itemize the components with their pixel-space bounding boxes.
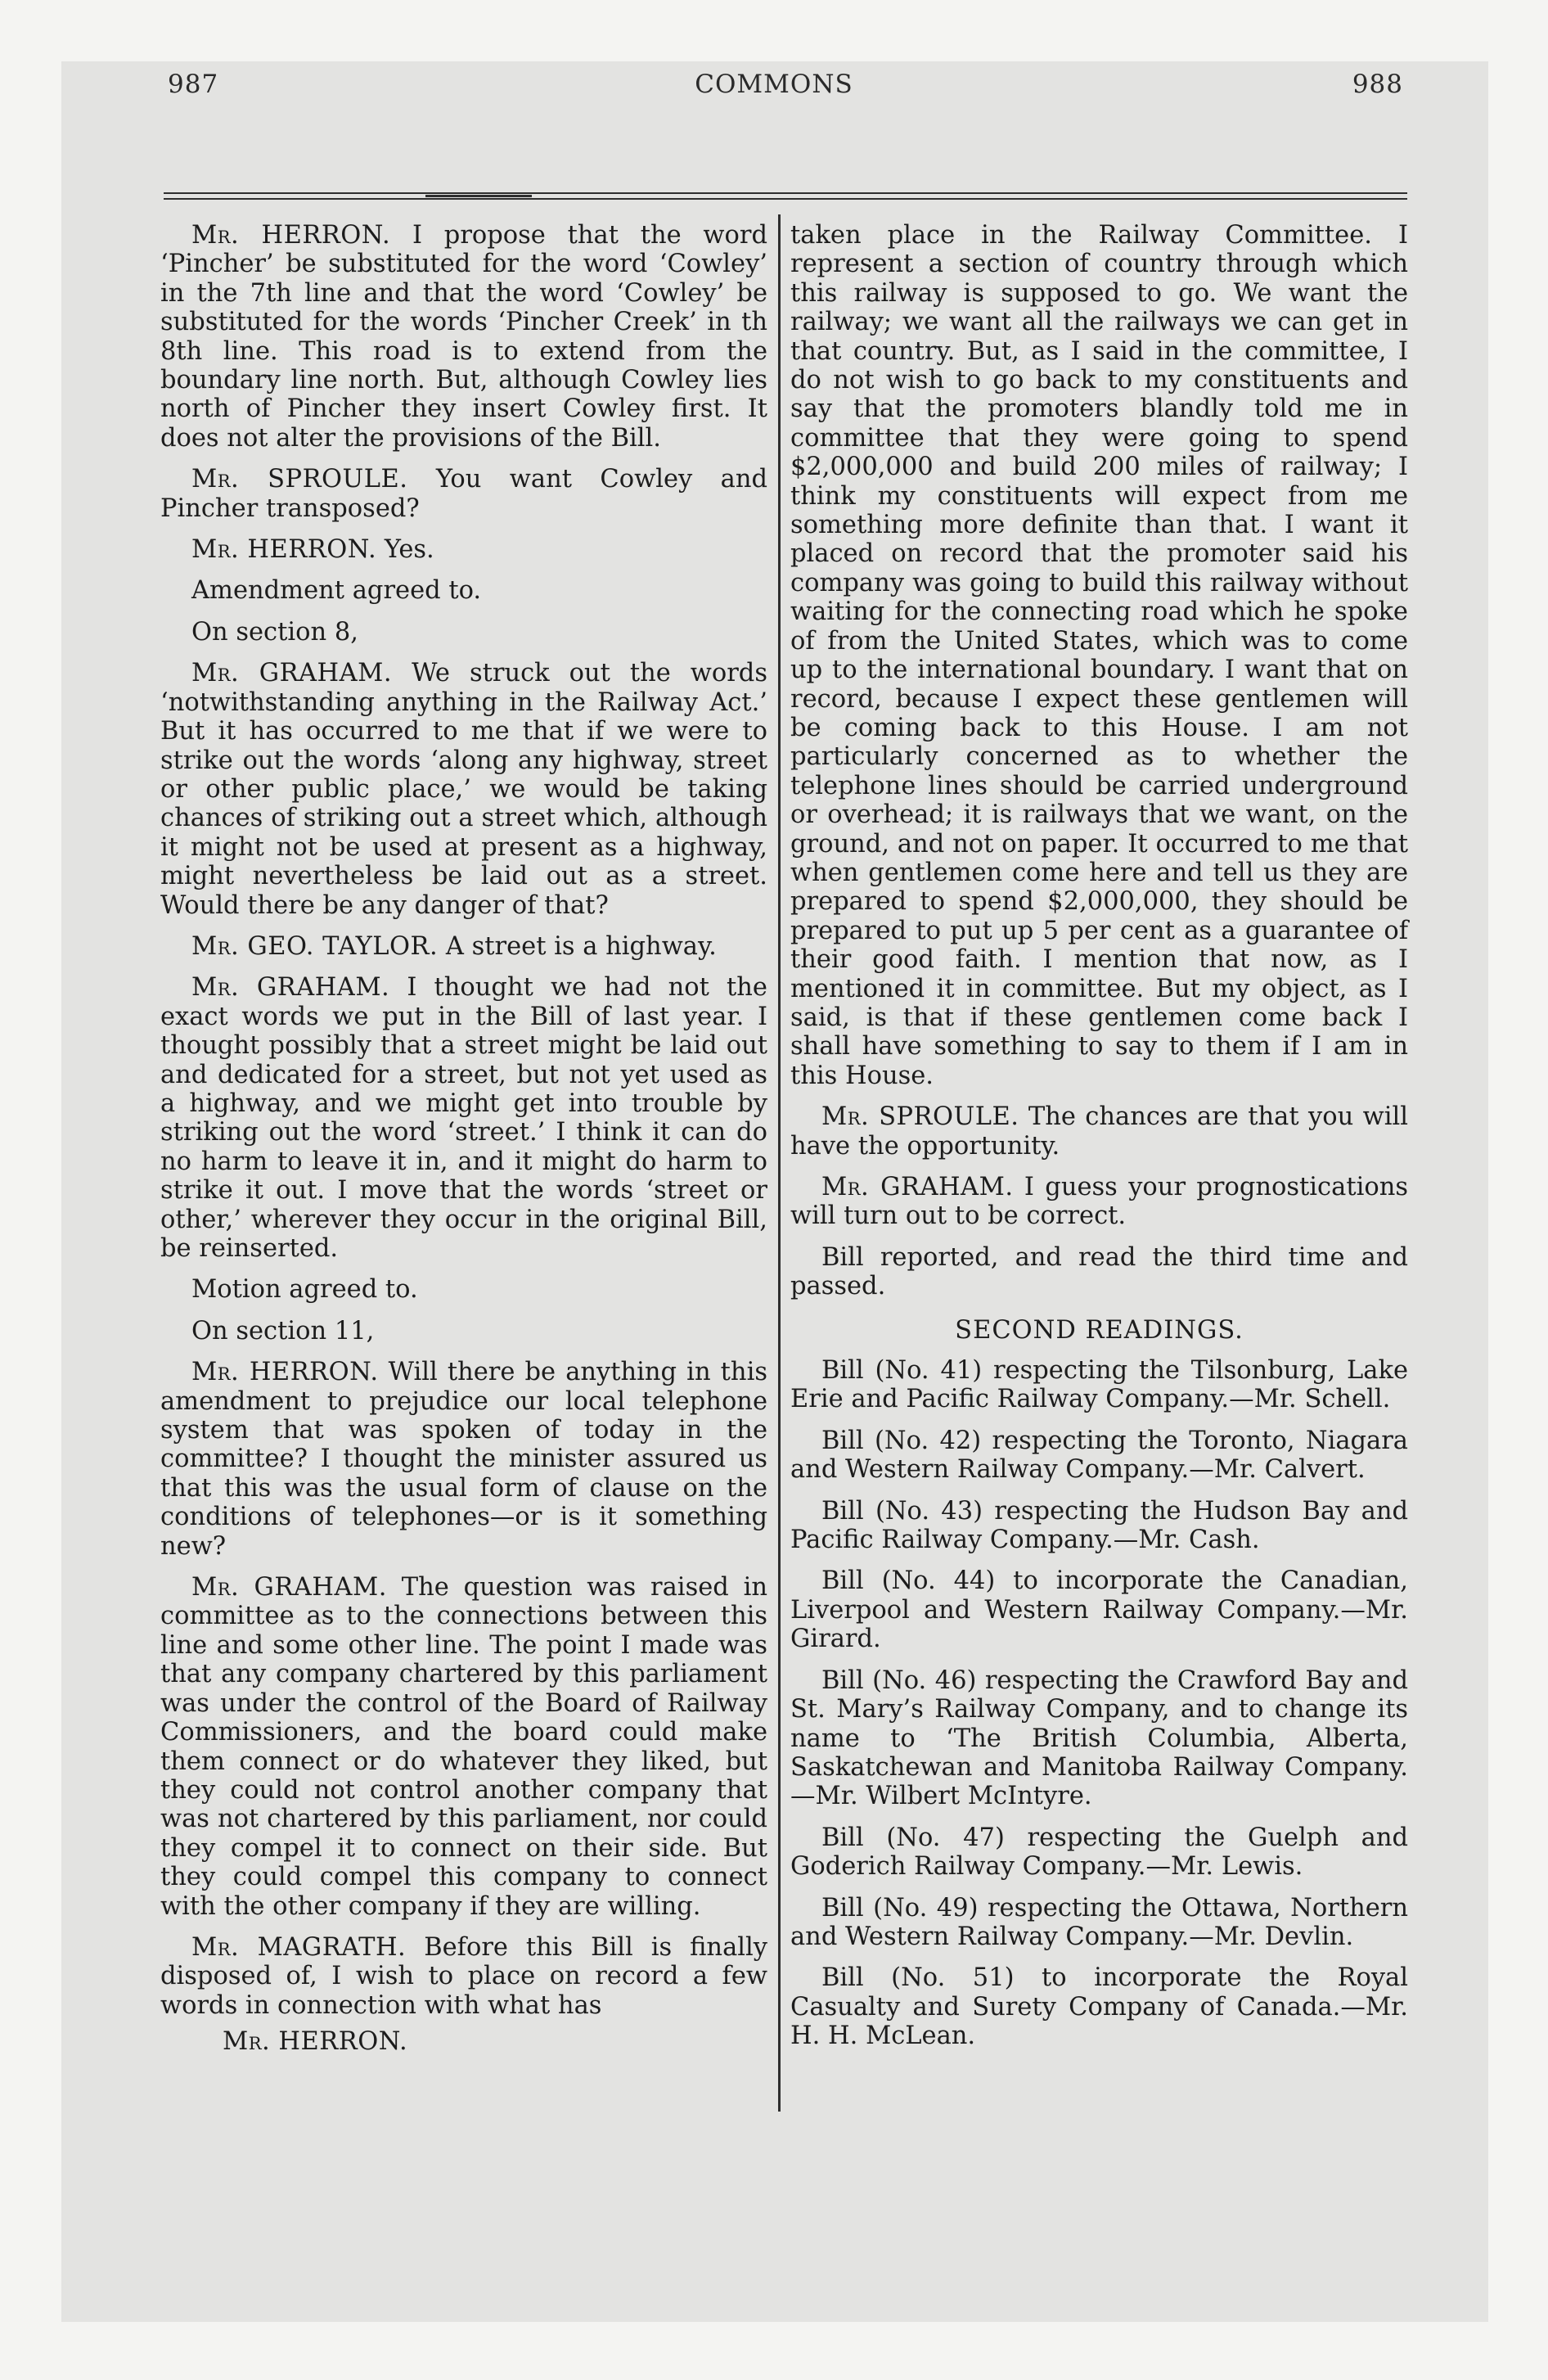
paragraph bbox=[160, 1573, 767, 1921]
paragraph bbox=[160, 973, 767, 1263]
procedural-text: Motion agreed to. bbox=[191, 1275, 418, 1305]
paragraph bbox=[160, 1358, 767, 1561]
header-rule-top bbox=[164, 192, 1407, 194]
paragraph bbox=[160, 659, 767, 920]
paragraph bbox=[160, 535, 767, 564]
right-column bbox=[790, 221, 1408, 2063]
speech-text: I guess your prognostications will turn out to be correct. bbox=[790, 1173, 1408, 1231]
speech-text: Before this Bill is finally disposed of, I wish to place on record a few words in connection with what has bbox=[160, 1932, 767, 2020]
paragraph bbox=[790, 221, 1408, 1090]
page-number-left: 987 bbox=[168, 70, 219, 99]
speech-text: A street is a highway. bbox=[438, 931, 717, 961]
procedural-text: Bill reported, and read the third time and passed. bbox=[790, 1242, 1408, 1301]
speech-text: You want Cowley and Pincher transposed? bbox=[160, 465, 767, 523]
speech-text: Will there be anything in this amendment to prejudice our local telephone system that was spoken of today in the committee? I thought the minister assured us that this was the usual form of clause on the conditions of telephones—or is it something new? bbox=[160, 1358, 767, 1561]
paragraph bbox=[160, 1275, 767, 1304]
speaker-name: Mr. GRAHAM. bbox=[821, 1173, 1014, 1201]
page-number-right: 988 bbox=[1352, 70, 1403, 99]
speaker-name: Mr. GEO. TAYLOR. bbox=[191, 931, 439, 961]
procedural-text: On section 11, bbox=[191, 1316, 375, 1346]
paragraph bbox=[160, 1317, 767, 1346]
speaker-name: Mr. MAGRATH. bbox=[191, 1932, 407, 1962]
paragraph bbox=[160, 465, 767, 523]
speaker-name: Mr. HERRON. bbox=[191, 535, 377, 565]
paragraph bbox=[160, 576, 767, 605]
speech-text: I propose that the word ‘Pincher’ be substituted for the word ‘Cowley’ in the 7th line and that the word ‘Cowley’ be substituted for the words ‘Pincher Creek’ in th 8th line. This road is to extend from the boundary line north. But, although Cowley lies north of Pincher they insert Cowley first. It does not alter the provisions of the Bill. bbox=[160, 221, 767, 453]
speech-text: The chances are that you will have the opportunity. bbox=[790, 1102, 1408, 1161]
left-column bbox=[160, 221, 767, 2069]
paragraph bbox=[160, 221, 767, 453]
bill-entry: Bill (No. 44) to incorporate the Canadian, Liverpool and Western Railway Company.—Mr. Girard. bbox=[790, 1566, 1408, 1654]
paragraph bbox=[160, 618, 767, 647]
speech-text: The question was raised in committee as to the connections between this line and some other line. The point I made was that any company chartered by this parliament was under the control of the Board of Railway Commissioners, and the board could make them connect or do whatever they liked, but they could not control another company that was not chartered by this parliament, nor could they compel it to connect on their side. But they could compel this company to connect with the other company if they are willing. bbox=[160, 1573, 767, 1921]
bill-entry: Bill (No. 47) respecting the Guelph and Goderich Railway Company.—Mr. Lewis. bbox=[790, 1823, 1408, 1882]
signature-line bbox=[160, 2027, 767, 2056]
header-rule-accent bbox=[425, 195, 532, 197]
speaker-name: Mr. GRAHAM. bbox=[191, 659, 393, 688]
paragraph bbox=[790, 1102, 1408, 1161]
procedural-text: On section 8, bbox=[191, 617, 358, 647]
speaker-name: Mr. SPROULE. bbox=[191, 465, 408, 494]
speaker-name: Mr. SPROULE. bbox=[821, 1102, 1019, 1132]
speaker-name: Mr. GRAHAM. bbox=[191, 1573, 387, 1602]
speech-text: We struck out the words ‘notwithstanding anything in the Railway Act.’ But it has occurred to me that if we were to strike out the words ‘along any highway, street or other public place,’ we would be taking chances of striking out a street which, although it might not be used at present as a highway, might nevertheless be laid out as a street. Would there be any danger of that? bbox=[160, 659, 767, 920]
paragraph bbox=[790, 1243, 1408, 1301]
page-header-title: COMMONS bbox=[695, 70, 853, 99]
header-rule-bottom bbox=[164, 198, 1407, 200]
procedural-text: Amendment agreed to. bbox=[191, 576, 482, 606]
bill-entry: Bill (No. 41) respecting the Tilsonburg, Lake Erie and Pacific Railway Company.—Mr. Schell. bbox=[790, 1356, 1408, 1414]
paragraph bbox=[160, 932, 767, 961]
paragraph bbox=[160, 1933, 767, 2020]
bill-entry: Bill (No. 42) respecting the Toronto, Niagara and Western Railway Company.—Mr. Calvert. bbox=[790, 1426, 1408, 1485]
speaker-signature: Mr. HERRON. bbox=[223, 2027, 408, 2057]
bill-entry: Bill (No. 51) to incorporate the Royal Casualty and Surety Company of Canada.—Mr. H. H. McLean. bbox=[790, 1963, 1408, 2051]
section-heading: SECOND READINGS. bbox=[955, 1315, 1244, 1345]
bill-entry: Bill (No. 49) respecting the Ottawa, Northern and Western Railway Company.—Mr. Devlin. bbox=[790, 1893, 1408, 1951]
column-divider bbox=[778, 214, 781, 2112]
bill-entry: Bill (No. 46) respecting the Crawford Bay and St. Mary’s Railway Company, and to change its name to ‘The British Columbia, Alberta, Saskatchewan and Manitoba Railway Company.—Mr. Wilbert McIntyre. bbox=[790, 1666, 1408, 1811]
paragraph bbox=[790, 1173, 1408, 1231]
speech-text: taken place in the Railway Committee. I represent a section of country through which this railway is supposed to go. We want the railway; we want all the railways we can get in that country. But, as I said in the committee, I do not wish to go back to my constituents and say that the promoters blandly told me in committee that they were going to spend $2,000,000 and build 200 miles of railway; I think my constituents will expect from me something more definite than that. I want it placed on record that the promoter said his company was going to build this railway without waiting for the connecting road which he spoke of from the United States, which was to come up to the international boundary. I want that on record, because I expect these gentlemen will be coming back to this House. I am not particularly concerned as to whether the telephone lines should be carried underground or overhead; it is railways that we want, on the ground, and not on paper. It occurred to me that when gentlemen come here and tell us they are prepared to spend $2,000,000, they should be prepared to put up 5 per cent as a guarantee of their good faith. I mention that now, as I mentioned it in committee. But my object, as I said, is that if these gentlemen come back I shall have something to say to them if I am in this House. bbox=[790, 221, 1408, 1090]
speaker-name: Mr. GRAHAM. bbox=[191, 973, 390, 1003]
speaker-name: Mr. HERRON. bbox=[191, 1358, 379, 1387]
bill-entry: Bill (No. 43) respecting the Hudson Bay and Pacific Railway Company.—Mr. Cash. bbox=[790, 1496, 1408, 1555]
speaker-name: Mr. HERRON. bbox=[191, 221, 391, 250]
speech-text: I thought we had not the exact words we put in the Bill of last year. I thought possibly that a street might be laid out and dedicated for a street, but not yet used as a highway, and we might get into trouble by striking out the word ‘street.’ I think it can do no harm to leave it in, and it might do harm to strike it out. I move that the words ‘street or other,’ wherever they occur in the original Bill, be reinserted. bbox=[160, 973, 767, 1263]
speech-text: Yes. bbox=[376, 535, 434, 565]
